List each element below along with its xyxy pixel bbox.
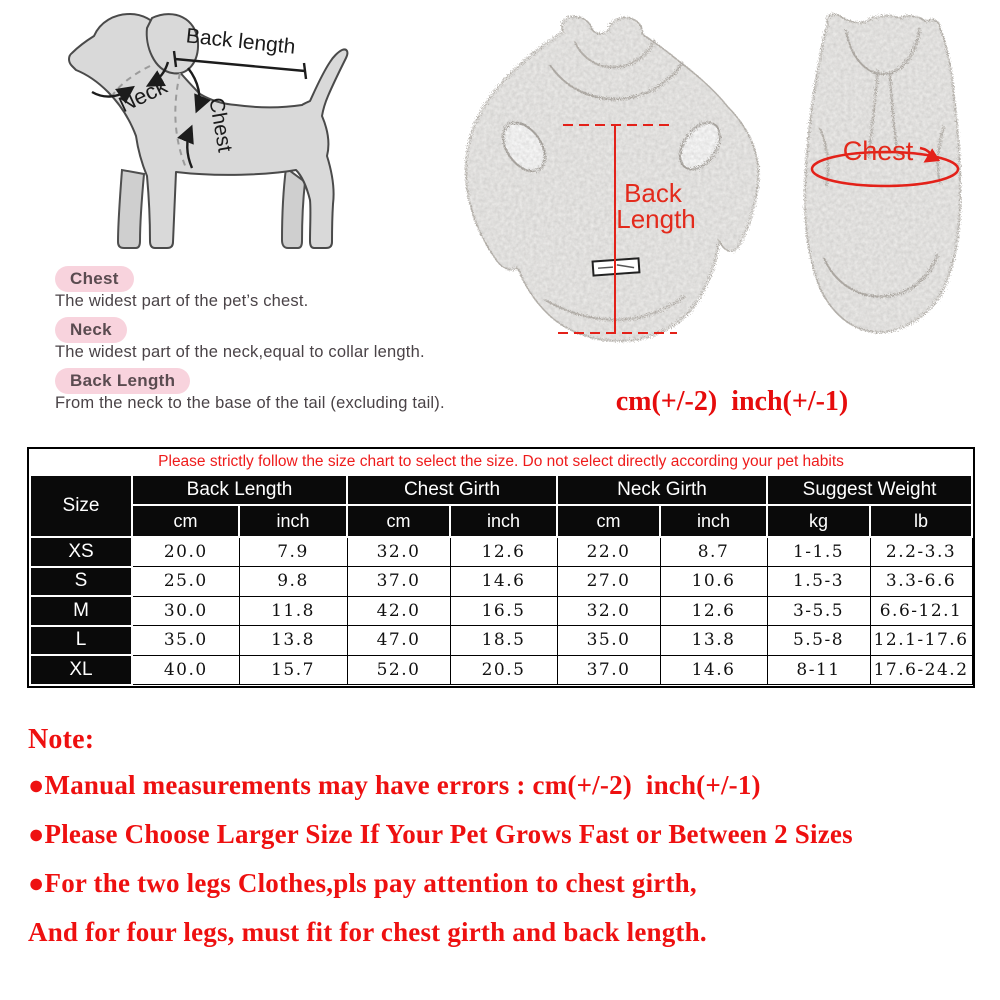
column-group-chest-girth: Chest Girth — [347, 475, 557, 505]
table-cell: 15.7 — [239, 655, 347, 685]
garment-front-body — [466, 17, 758, 341]
unit-header: kg — [767, 505, 870, 537]
table-cell: 20.0 — [132, 537, 239, 567]
table-cell: 47.0 — [347, 626, 450, 656]
garment-chest-label: Chest — [842, 136, 914, 166]
size-table — [29, 449, 973, 686]
table-cell: 37.0 — [557, 655, 660, 685]
table-cell: 37.0 — [347, 567, 450, 597]
garment-back-photo — [798, 8, 966, 338]
table-cell: 16.5 — [450, 596, 557, 626]
note-line: ●For the two legs Clothes,pls pay attention to chest girth, — [28, 868, 697, 898]
neck-pill-label: Neck — [55, 317, 127, 343]
table-cell: 13.8 — [239, 626, 347, 656]
back-length-pill-label: Back Length — [55, 368, 190, 394]
table-row — [30, 596, 972, 626]
definition-back-length-pill — [55, 368, 190, 394]
note-line: And for four legs, must fit for chest girth and back length. — [28, 917, 707, 947]
table-row — [30, 655, 972, 685]
table-cell: 52.0 — [347, 655, 450, 685]
column-group-neck-girth: Neck Girth — [557, 475, 767, 505]
dog-far-rear-leg — [282, 168, 305, 248]
table-cell: 6.6-12.1 — [870, 596, 972, 626]
definition-chest-pill — [55, 266, 134, 292]
definition-neck-text: The widest part of the neck,equal to collar length. — [55, 343, 425, 361]
table-cell: 22.0 — [557, 537, 660, 567]
table-cell: 27.0 — [557, 567, 660, 597]
garment-back-length-label-line1: Back — [624, 178, 682, 208]
definition-neck-pill — [55, 317, 127, 343]
size-table-wrapper — [27, 447, 975, 688]
dog-neck-label: Neck — [114, 73, 171, 118]
table-row — [30, 537, 972, 567]
dog-chest-label: Chest — [204, 95, 237, 154]
table-cell: 12.1-17.6 — [870, 626, 972, 656]
table-row — [30, 567, 972, 597]
table-cell: 40.0 — [132, 655, 239, 685]
table-cell: 3.3-6.6 — [870, 567, 972, 597]
table-cell: 9.8 — [239, 567, 347, 597]
dog-back-length-label: Back length — [184, 24, 297, 59]
column-group-back-length: Back Length — [132, 475, 347, 505]
table-cell: 5.5-8 — [767, 626, 870, 656]
table-cell: 35.0 — [132, 626, 239, 656]
garment-back-body — [805, 14, 960, 332]
size-label: XL — [30, 655, 132, 685]
note-title: Note: — [28, 724, 95, 755]
table-cell: 17.6-24.2 — [870, 655, 972, 685]
garment-back-length-label-line2: Length — [616, 204, 696, 234]
unit-header: inch — [239, 505, 347, 537]
size-label: XS — [30, 537, 132, 567]
garment-back-svg — [798, 8, 966, 338]
table-cell: 3-5.5 — [767, 596, 870, 626]
table-cell: 20.5 — [450, 655, 557, 685]
table-cell: 7.9 — [239, 537, 347, 567]
dog-far-front-leg — [118, 170, 144, 248]
dog-diagram-svg — [42, 4, 372, 262]
chest-pill-label: Chest — [55, 266, 134, 292]
table-cell: 1.5-3 — [767, 567, 870, 597]
table-cell: 2.2-3.3 — [870, 537, 972, 567]
garment-front-svg — [455, 10, 770, 350]
table-cell: 8.7 — [660, 537, 767, 567]
table-cell: 1-1.5 — [767, 537, 870, 567]
table-cell: 14.6 — [660, 655, 767, 685]
unit-header: cm — [132, 505, 239, 537]
note-line: ●Please Choose Larger Size If Your Pet Grows Fast or Between 2 Sizes — [28, 819, 853, 849]
table-cell: 42.0 — [347, 596, 450, 626]
unit-header: inch — [450, 505, 557, 537]
table-cell: 32.0 — [557, 596, 660, 626]
definition-chest-text: The widest part of the pet’s chest. — [55, 292, 309, 310]
unit-header: lb — [870, 505, 972, 537]
table-cell: 13.8 — [660, 626, 767, 656]
table-cell: 25.0 — [132, 567, 239, 597]
size-label: M — [30, 596, 132, 626]
table-cell: 18.5 — [450, 626, 557, 656]
note-line: ●Manual measurements may have errors : cm(+/-2) inch(+/-1) — [28, 770, 761, 800]
dog-measurement-diagram — [42, 4, 372, 262]
table-cell: 32.0 — [347, 537, 450, 567]
table-cell: 10.6 — [660, 567, 767, 597]
garment-front-photo — [455, 10, 770, 350]
table-notice: Please strictly follow the size chart to select the size. Do not select directly according your pet habits — [30, 449, 972, 475]
table-cell: 35.0 — [557, 626, 660, 656]
tolerance-note: cm(+/-2) inch(+/-1) — [615, 386, 849, 417]
table-cell: 12.6 — [450, 537, 557, 567]
table-cell: 11.8 — [239, 596, 347, 626]
column-group-suggest-weight: Suggest Weight — [767, 475, 972, 505]
table-cell: 30.0 — [132, 596, 239, 626]
unit-header: inch — [660, 505, 767, 537]
table-corner-header: Size — [30, 475, 132, 537]
definition-back-length-text: From the neck to the base of the tail (excluding tail). — [55, 394, 445, 412]
table-cell: 8-11 — [767, 655, 870, 685]
table-cell: 14.6 — [450, 567, 557, 597]
table-cell: 12.6 — [660, 596, 767, 626]
table-row — [30, 626, 972, 656]
unit-header: cm — [347, 505, 450, 537]
size-label: L — [30, 626, 132, 656]
unit-header: cm — [557, 505, 660, 537]
size-label: S — [30, 567, 132, 597]
